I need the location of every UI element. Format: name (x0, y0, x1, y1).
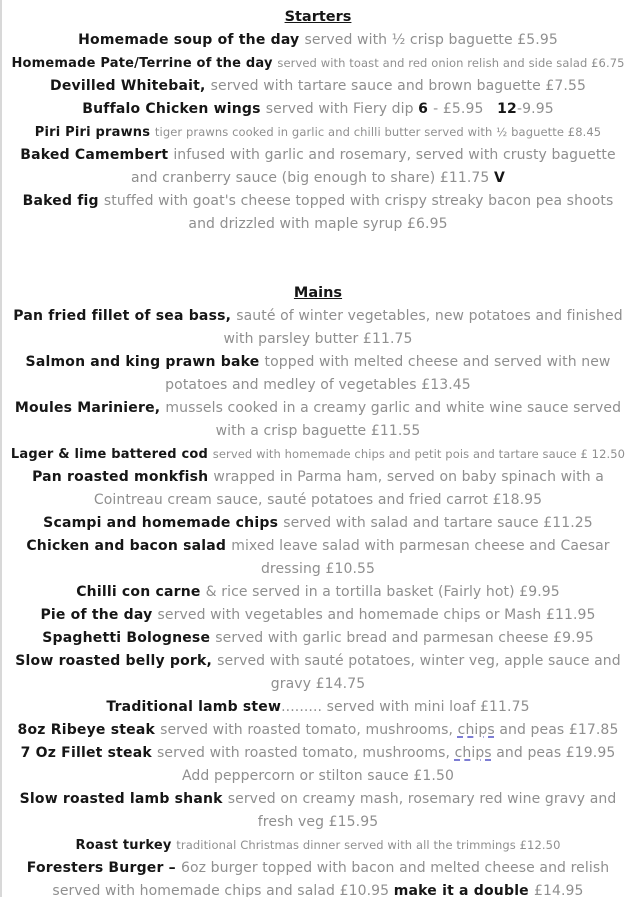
item-name: Spaghetti Bolognese (42, 630, 216, 646)
menu (8, 6, 628, 897)
menu-item (8, 834, 628, 857)
item-description: Add peppercorn or stilton sauce £1.50 (182, 768, 454, 784)
menu-item (8, 443, 628, 466)
item-description: served with Fiery dip (265, 101, 419, 117)
item-name: 8oz Ribeye steak (17, 722, 161, 738)
menu-item (8, 719, 628, 742)
item-name: Piri Piri prawns (34, 125, 155, 140)
item-description: tiger prawns cooked in garlic and chilli butter served with ½ baguette £8.45 (154, 125, 602, 139)
item-description: 6oz burger topped with bacon and melted cheese and relish served with homemade chips and salad £10.95 (52, 860, 610, 897)
menu-item (8, 857, 628, 897)
menu-item (8, 397, 628, 443)
menu-item (8, 581, 628, 604)
menu-item (8, 351, 628, 397)
item-name: Chicken and bacon salad (26, 538, 232, 554)
item-name: Lager & lime battered cod (10, 447, 213, 462)
item-description: mixed leave salad with parmesan cheese and Caesar dressing £10.55 (231, 538, 610, 577)
item-description: served with garlic bread and parmesan cheese £9.95 (215, 630, 594, 646)
menu-item (8, 650, 628, 696)
menu-item (8, 765, 628, 788)
item-name: 6 (418, 101, 434, 117)
menu-item (8, 742, 628, 765)
item-description: ......... served with mini loaf £11.75 (281, 699, 530, 715)
item-name: Pan fried fillet of sea bass, (13, 308, 237, 324)
menu-item (8, 52, 628, 75)
menu-item (8, 466, 628, 512)
item-name: Traditional lamb stew (106, 699, 282, 715)
item-name: Devilled Whitebait, (50, 78, 211, 94)
item-name: V (493, 170, 506, 186)
item-name: Pie of the day (40, 607, 158, 623)
item-name: Roast turkey (75, 838, 177, 853)
item-description: -9.95 (517, 101, 554, 117)
menu-item (8, 121, 628, 144)
item-name: Moules Mariniere, (14, 400, 166, 416)
item-name: Baked Camembert (20, 147, 174, 163)
item-description: stuffed with goat's cheese topped with crispy streaky bacon pea shoots and drizzled with maple syrup £6.95 (103, 193, 614, 232)
item-name: Pan roasted monkfish (32, 469, 214, 485)
item-name: Homemade Pate/Terrine of the day (11, 56, 278, 71)
menu-item (8, 305, 628, 351)
item-description: mussels cooked in a creamy garlic and white wine sauce served with a crisp baguette £11.55 (165, 400, 622, 439)
item-description: traditional Christmas dinner served with all the trimmings £12.50 (176, 838, 561, 852)
item-description: and peas £19.95 (491, 745, 616, 761)
menu-item (8, 512, 628, 535)
item-description: and peas £17.85 (494, 722, 619, 738)
item-description: chips (454, 745, 492, 761)
section-mains (8, 282, 628, 897)
item-description: served with roasted tomato, mushrooms, (156, 745, 455, 761)
item-name: 7 Oz Fillet steak (20, 745, 157, 761)
item-name: Baked fig (22, 193, 104, 209)
item-description: wrapped in Parma ham, served on baby spinach with a Cointreau cream sauce, sauté potatoes and fried carrot £18.95 (93, 469, 604, 508)
item-description: served with vegetables and homemade chips or Mash £11.95 (157, 607, 596, 623)
menu-item (8, 788, 628, 834)
item-name: make it a double (393, 883, 534, 897)
menu-item (8, 696, 628, 719)
item-description: sauté of winter vegetables, new potatoes and finished with parsley butter £11.75 (223, 308, 623, 347)
item-name: Salmon and king prawn bake (25, 354, 265, 370)
item-name: Slow roasted lamb shank (19, 791, 228, 807)
menu-item (8, 75, 628, 98)
section-title: Starters (284, 9, 352, 25)
item-description: served with homemade chips and petit pois and tartare sauce £ 12.50 (212, 447, 626, 461)
menu-item (8, 98, 628, 121)
menu-item (8, 190, 628, 236)
section-starters (8, 6, 628, 236)
menu-item (8, 627, 628, 650)
menu-item (8, 29, 628, 52)
item-description: served with salad and tartare sauce £11.25 (283, 515, 593, 531)
item-name: Chilli con carne (76, 584, 206, 600)
item-description: served with tartare sauce and brown baguette £7.55 (210, 78, 586, 94)
menu-item (8, 144, 628, 190)
item-description: - £5.95 (433, 101, 498, 117)
item-name: Scampi and homemade chips (43, 515, 284, 531)
item-description: chips (457, 722, 495, 738)
item-name: Homemade soup of the day (78, 32, 305, 48)
item-description: served with toast and red onion relish and side salad £6.75 (277, 56, 625, 70)
item-name: 12 (497, 101, 517, 117)
item-description: served with ½ crisp baguette £5.95 (304, 32, 558, 48)
item-description: topped with melted cheese and served with new potatoes and medley of vegetables £13.45 (165, 354, 611, 393)
item-description: served with sauté potatoes, winter veg, apple sauce and gravy £14.75 (217, 653, 621, 692)
item-description: infused with garlic and rosemary, served with crusty baguette and cranberry sauce (big enough to share) £11.75 (130, 147, 616, 186)
menu-item (8, 535, 628, 581)
item-description: £14.95 (533, 883, 584, 897)
item-name: Foresters Burger – (26, 860, 181, 876)
item-description: & rice served in a tortilla basket (Fairly hot) £9.95 (205, 584, 560, 600)
item-name: Buffalo Chicken wings (82, 101, 266, 117)
item-name: Slow roasted belly pork, (15, 653, 218, 669)
item-description: served with roasted tomato, mushrooms, (160, 722, 458, 738)
item-description: served on creamy mash, rosemary red wine gravy and fresh veg £15.95 (227, 791, 617, 830)
menu-item (8, 604, 628, 627)
section-title: Mains (293, 285, 343, 301)
